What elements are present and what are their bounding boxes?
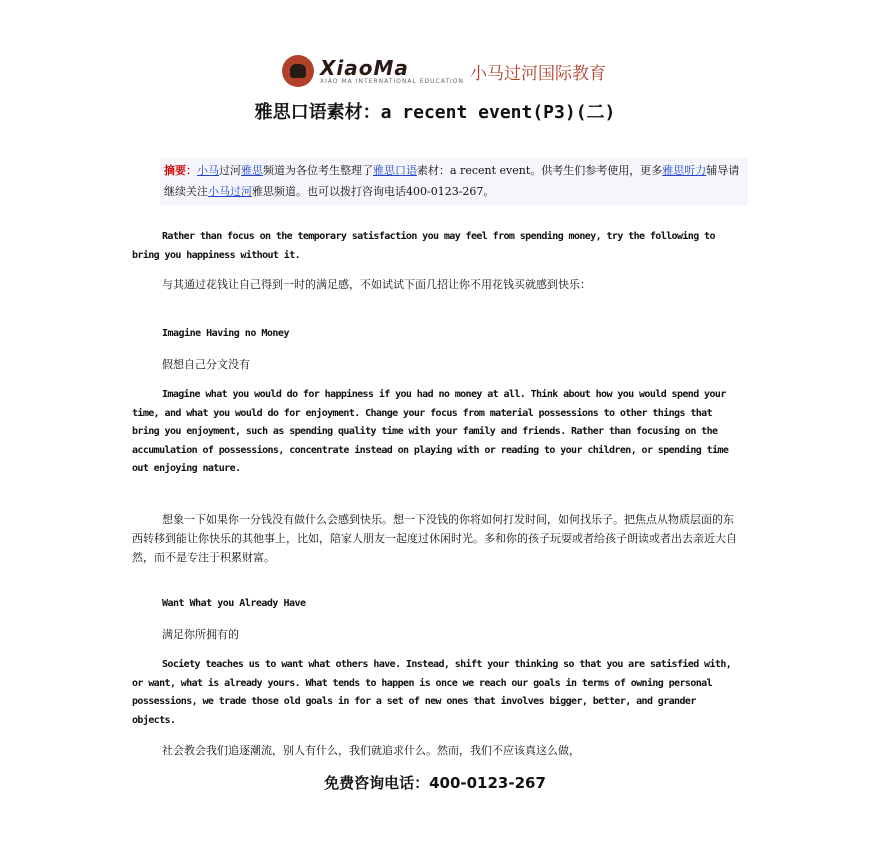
summary-label: 摘要： bbox=[164, 164, 197, 177]
heading-2-english: Want What you Already Have bbox=[162, 598, 306, 609]
summary-box: 摘要：小马过河雅思频道为各位考生整理了雅思口语素材：a recent event。供考生们参考使用，更多雅思听力辅导请继续关注小马过河雅思频道。也可以拨打咨询电话400-0123-267。 bbox=[160, 158, 748, 206]
heading-2-chinese: 满足你所拥有的 bbox=[162, 628, 239, 641]
logo-chinese-name: 小马过河国际教育 bbox=[469, 63, 606, 84]
logo-subtitle: XIAO MA INTERNATIONAL EDUCATION bbox=[320, 77, 464, 85]
paragraph-1-english: Rather than focus on the temporary satisfaction you may feel from spending money, try the following to bring you happiness without it. bbox=[132, 231, 715, 261]
heading-1-chinese: 假想自己分文没有 bbox=[162, 358, 250, 371]
link-ielts[interactable]: 雅思 bbox=[241, 164, 263, 177]
heading-1-english: Imagine Having no Money bbox=[162, 328, 289, 339]
link-ielts-speaking[interactable]: 雅思口语 bbox=[373, 164, 417, 177]
page-title: 雅思口语素材：a recent event(P3)(二) bbox=[254, 102, 616, 123]
paragraph-3-english: Society teaches us to want what others have. Instead, shift your thinking so that you are satisfied with, or want, what is already yours. What tends to happen is once we reach our goals in terms of owning personal possessions, we trade those old goals in for a set of new ones that involves bigger, better, and grander objects. bbox=[132, 659, 732, 726]
footer-hotline: 免费咨询电话：400-0123-267 bbox=[324, 774, 546, 792]
brand-logo bbox=[282, 54, 606, 88]
paragraph-3-chinese: 社会教会我们追逐潮流，别人有什么，我们就追求什么。然而，我们不应该真这么做， bbox=[162, 744, 580, 757]
link-ielts-listening[interactable]: 雅思听力 bbox=[662, 164, 707, 177]
paragraph-1-chinese: 与其通过花钱让自己得到一时的满足感，不如试试下面几招让你不用花钱买就感到快乐： bbox=[162, 278, 591, 291]
paragraph-2-english: Imagine what you would do for happiness if you had no money at all. Think about how you would spend your time, and what you would do for enjoyment. Change your focus from material possessions to other things that bring you enjoyment, such as spending quality time with your family and friends. Rather than focusing on the accumulation of possessions, concentrate instead on playing with or reading to your children, or spending time out enjoying nature. bbox=[132, 389, 729, 474]
link-xiaoma-guohe[interactable]: 小马过河 bbox=[208, 185, 252, 198]
horse-logo-icon bbox=[282, 55, 314, 87]
link-xiaoma[interactable]: 小马 bbox=[197, 164, 219, 177]
logo-wordmark: XiaoMa bbox=[320, 55, 409, 80]
paragraph-2-chinese: 想象一下如果你一分钱没有做什么会感到快乐。想一下没钱的你将如何打发时间，如何找乐子。把焦点从物质层面的东西转移到能让你快乐的其他事上，比如，陪家人朋友一起度过休闲时光。多和你的孩子玩耍或者给孩子朗读或者出去亲近大自然，而不是专注于积累财富。 bbox=[132, 513, 737, 564]
